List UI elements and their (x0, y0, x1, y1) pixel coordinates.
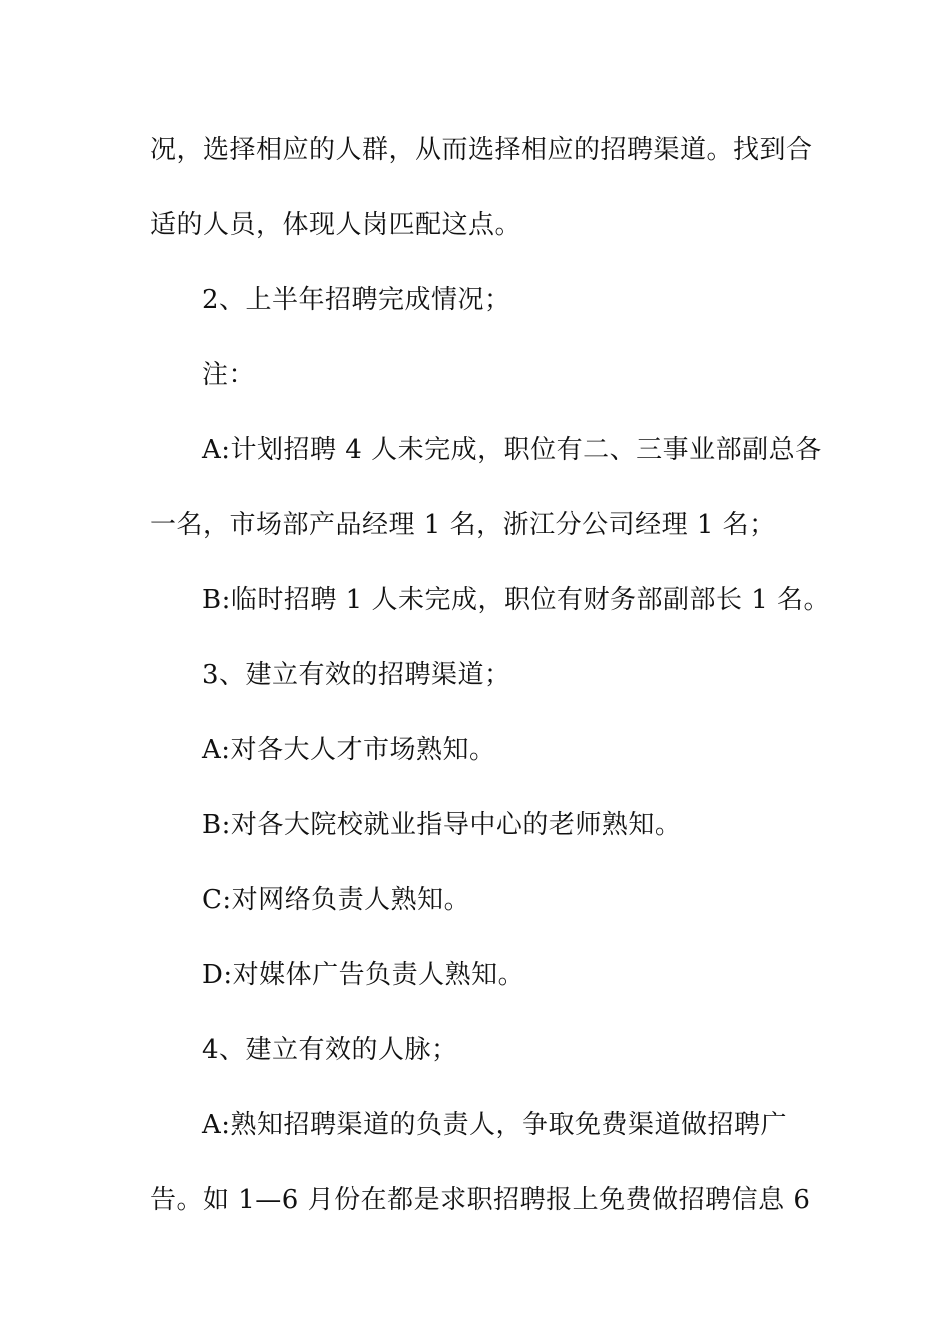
text-line-b1: B:临时招聘 1 人未完成，职位有财务部副部长 1 名。 (202, 585, 831, 615)
note-label: 注： (202, 360, 256, 390)
text-line-1: 况，选择相应的人群，从而选择相应的招聘渠道。找到合 (150, 135, 813, 165)
text-line-2: 适的人员，体现人岗匹配这点。 (150, 210, 522, 240)
section-heading-2: 2、上半年招聘完成情况； (202, 285, 511, 315)
section-heading-3: 3、建立有效的招聘渠道； (202, 660, 511, 690)
text-line-a2: A:对各大人才市场熟知。 (202, 735, 496, 765)
text-line-d2: D:对媒体广告负责人熟知。 (202, 960, 525, 990)
text-line-a1-cont: 一名，市场部产品经理 1 名，浙江分公司经理 1 名； (150, 510, 776, 540)
text-line-a3: A:熟知招聘渠道的负责人，争取免费渠道做招聘广 (202, 1110, 788, 1140)
text-line-b2: B:对各大院校就业指导中心的老师熟知。 (202, 810, 682, 840)
text-line-c2: C:对网络负责人熟知。 (202, 885, 471, 915)
text-line-a3-cont: 告。如 1—6 月份在都是求职招聘报上免费做招聘信息 6 (150, 1185, 811, 1215)
text-line-a1: A:计划招聘 4 人未完成，职位有二、三事业部副总各 (202, 435, 822, 465)
section-heading-4: 4、建立有效的人脉； (202, 1035, 458, 1065)
